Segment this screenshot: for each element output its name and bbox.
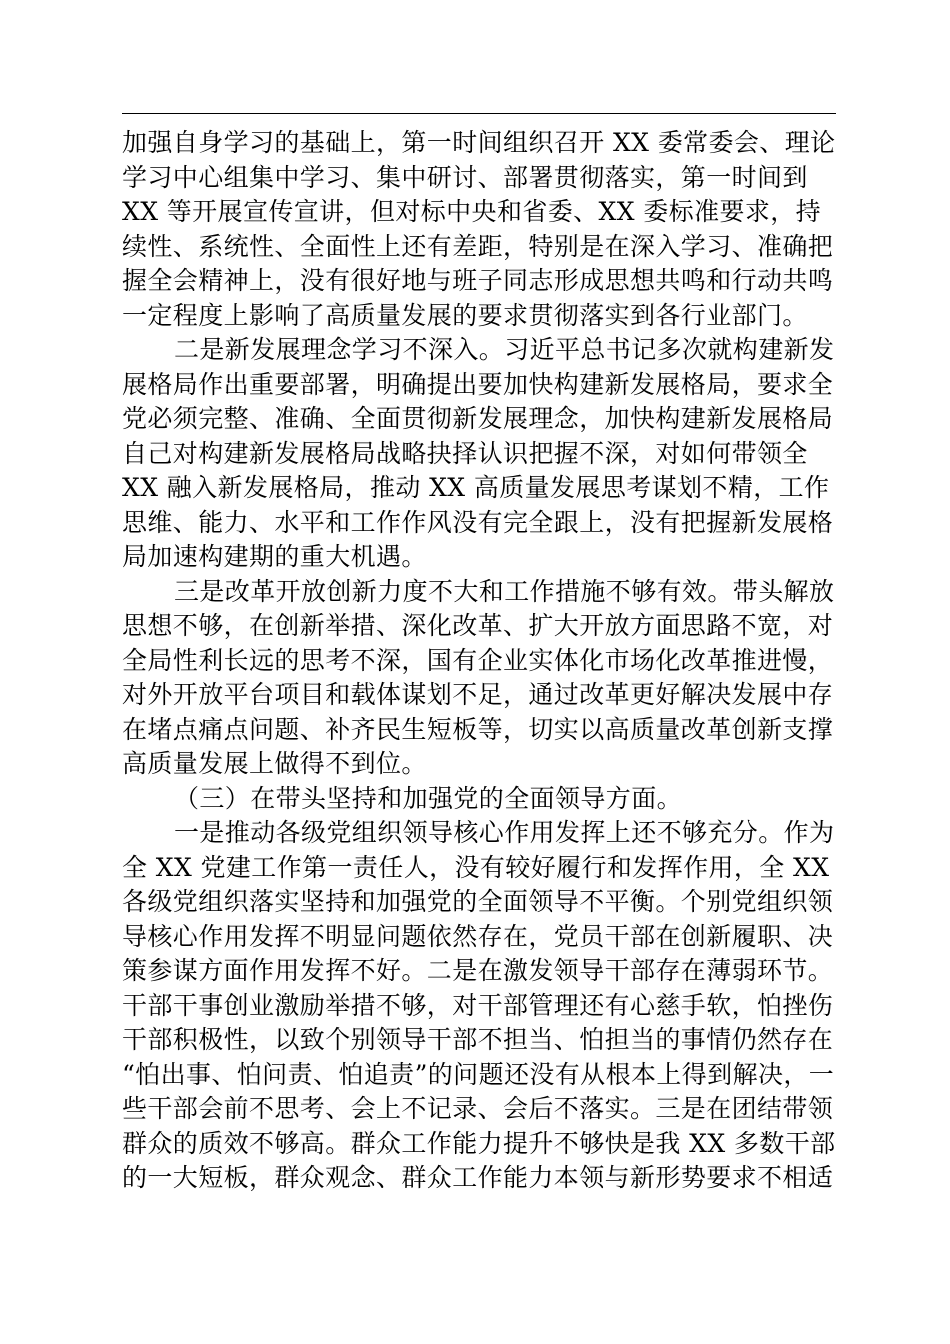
paragraph-start-line: 三是改革开放创新力度不大和工作措施不够有效。带头解放 xyxy=(174,576,835,606)
text-line: 党必须完整、准确、全面贯彻新发展理念，加快构建新发展格局 xyxy=(122,404,834,433)
text-line: 思维、能力、水平和工作作风没有完全跟上，没有把握新发展格 xyxy=(122,507,834,537)
text-line: 干部干事创业激励举措不够，对干部管理还有心慈手软，怕挫伤 xyxy=(122,990,834,1020)
text-line: 导核心作用发挥不明显问题依然存在，党员干部在创新履职、决 xyxy=(122,921,834,951)
text-line: 的一大短板，群众观念、群众工作能力本领与新形势要求不相适 xyxy=(122,1163,834,1192)
text-line: XX 融入新发展格局，推动 XX 高质量发展思考谋划不精，工作 xyxy=(122,473,830,502)
text-line: 些干部会前不思考、会上不记录、会后不落实。三是在团结带领 xyxy=(122,1094,834,1123)
text-line: 学习中心组集中学习、集中研讨、部署贯彻落实，第一时间到 xyxy=(122,162,808,192)
section-heading: （三）在带头坚持和加强党的全面领导方面。 xyxy=(174,783,683,813)
text-line: 加强自身学习的基础上，第一时间组织召开 XX 委常委会、理论 xyxy=(122,128,836,157)
text-line: XX 等开展宣传宣讲，但对标中央和省委、XX 委标准要求，持 xyxy=(122,197,822,226)
text-line: 对外开放平台项目和载体谋划不足，通过改革更好解决发展中存 xyxy=(122,680,834,709)
text-line: 一定程度上影响了高质量发展的要求贯彻落实到各行业部门。 xyxy=(122,300,808,330)
text-line: 各级党组织落实坚持和加强党的全面领导不平衡。个别党组织领 xyxy=(122,887,834,916)
text-line: 思想不够，在创新举措、深化改革、扩大开放方面思路不宽，对 xyxy=(122,611,834,640)
document-body xyxy=(122,126,838,1196)
paragraph-start-line: 二是新发展理念学习不深入。习近平总书记多次就构建新发 xyxy=(174,335,835,364)
paragraph-start-line: 一是推动各级党组织领导核心作用发挥上还不够充分。作为 xyxy=(174,818,835,847)
text-line: 续性、系统性、全面性上还有差距，特别是在深入学习、准确把 xyxy=(122,231,834,261)
text-line: 群众的质效不够高。群众工作能力提升不够快是我 XX 多数干部 xyxy=(122,1128,836,1158)
header-rule xyxy=(122,113,836,114)
text-line: 局加速构建期的重大机遇。 xyxy=(122,542,427,571)
text-line: 握全会精神上，没有很好地与班子同志形成思想共鸣和行动共鸣 xyxy=(122,266,834,295)
text-line: 全局性利长远的思考不深，国有企业实体化市场化改革推进慢， xyxy=(122,645,834,675)
text-line: “怕出事、怕问责、怕追责”的问题还没有从根本上得到解决，一 xyxy=(122,1059,835,1089)
text-line: 策参谋方面作用发挥不好。二是在激发领导干部存在薄弱环节。 xyxy=(122,956,834,985)
text-line: 在堵点痛点问题、补齐民生短板等，切实以高质量改革创新支撑 xyxy=(122,714,834,744)
text-line: 展格局作出重要部署，明确提出要加快构建新发展格局，要求全 xyxy=(122,369,834,399)
text-line: 全 XX 党建工作第一责任人，没有较好履行和发挥作用，全 XX xyxy=(122,852,830,882)
text-line: 自己对构建新发展格局战略抉择认识把握不深，对如何带领全 xyxy=(122,438,808,468)
text-line: 干部积极性，以致个别领导干部不担当、怕担当的事情仍然存在 xyxy=(122,1025,834,1054)
text-line: 高质量发展上做得不到位。 xyxy=(122,749,427,778)
